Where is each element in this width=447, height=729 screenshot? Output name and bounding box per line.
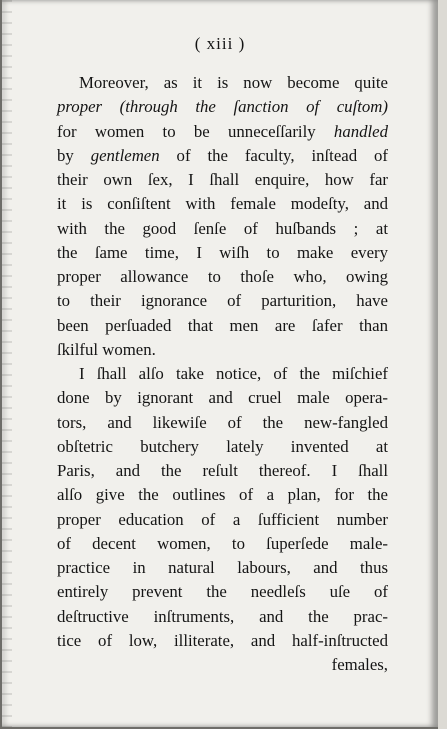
- text-span: alſo give the outlines of a plan, for the: [57, 485, 388, 505]
- text-span: tice of low, illiterate, and half-inſtructed: [57, 630, 388, 650]
- italic-text: gentlemen: [90, 145, 160, 165]
- text-span: Moreover, as it is now become quite: [79, 73, 388, 92]
- text-line: [57, 170, 388, 194]
- text-line: [57, 413, 388, 437]
- text-span: females,: [331, 655, 388, 674]
- text-line: [57, 485, 388, 509]
- text-span: entirely prevent the needleſs uſe of: [57, 582, 388, 602]
- text-line: [57, 73, 388, 97]
- text-span: obſtetric butchery lately invented at: [57, 436, 388, 456]
- text-line: [57, 97, 388, 121]
- text-line: [57, 267, 388, 291]
- text-span: deſtructive inſtruments, and the prac-: [57, 606, 388, 626]
- text-line: [57, 194, 388, 218]
- text-line: [57, 510, 388, 534]
- text-line: [57, 558, 388, 582]
- text-line: [57, 219, 388, 243]
- text-span: I ſhall alſo take notice, of the miſchief: [79, 364, 388, 383]
- page-edge: [438, 0, 447, 729]
- text-span: of decent women, to ſuperſede male-: [57, 533, 388, 553]
- text-span: Paris, and the reſult thereof. I ſhall: [57, 461, 388, 480]
- text-line: [57, 364, 388, 388]
- text-line: [57, 534, 388, 558]
- text-line: [57, 340, 388, 364]
- text-line: [57, 607, 388, 631]
- text-span: been perſuaded that men are ſafer than: [57, 315, 388, 335]
- text-span: proper allowance to thoſe who, owing: [57, 267, 388, 286]
- page-number: ( xiii ): [194, 34, 246, 53]
- text-span: for women to be unneceſſarily: [57, 121, 334, 141]
- text-span: with the good ſenſe of huſbands ; at: [57, 218, 388, 238]
- text-span: by: [57, 145, 91, 165]
- text-span: tors, and likewiſe of the new-fangled: [57, 412, 388, 432]
- text-span: the ſame time, I wiſh to make every: [57, 242, 388, 262]
- text-line: [57, 631, 388, 655]
- text-span: done by ignorant and cruel male opera-: [57, 388, 388, 408]
- text-span: practice in natural labours, and thus: [57, 558, 388, 577]
- text-line: [57, 146, 388, 170]
- text-span: proper education of a ſufficient number: [57, 509, 388, 529]
- text-span: to their ignorance of parturition, have: [57, 291, 388, 311]
- text-span: of the faculty, inſtead of: [159, 145, 388, 165]
- italic-text: handled: [333, 121, 388, 141]
- text-line: [57, 437, 388, 461]
- text-span: their own ſex, I ſhall enquire, how far: [57, 170, 388, 189]
- text-line: [57, 388, 388, 412]
- text-line: [57, 122, 388, 146]
- text-span: it is conſiſtent with female modeſty, and: [57, 194, 388, 214]
- text-line: [57, 582, 388, 606]
- book-page: [2, 0, 441, 727]
- text-line: [57, 316, 388, 340]
- text-line: [57, 243, 388, 267]
- italic-text: proper (through the ſanction of cuſtom): [57, 97, 388, 117]
- text-line: [57, 291, 388, 315]
- text-span: ſkilful women.: [57, 339, 156, 359]
- text-line: [57, 655, 388, 679]
- text-line: [57, 461, 388, 485]
